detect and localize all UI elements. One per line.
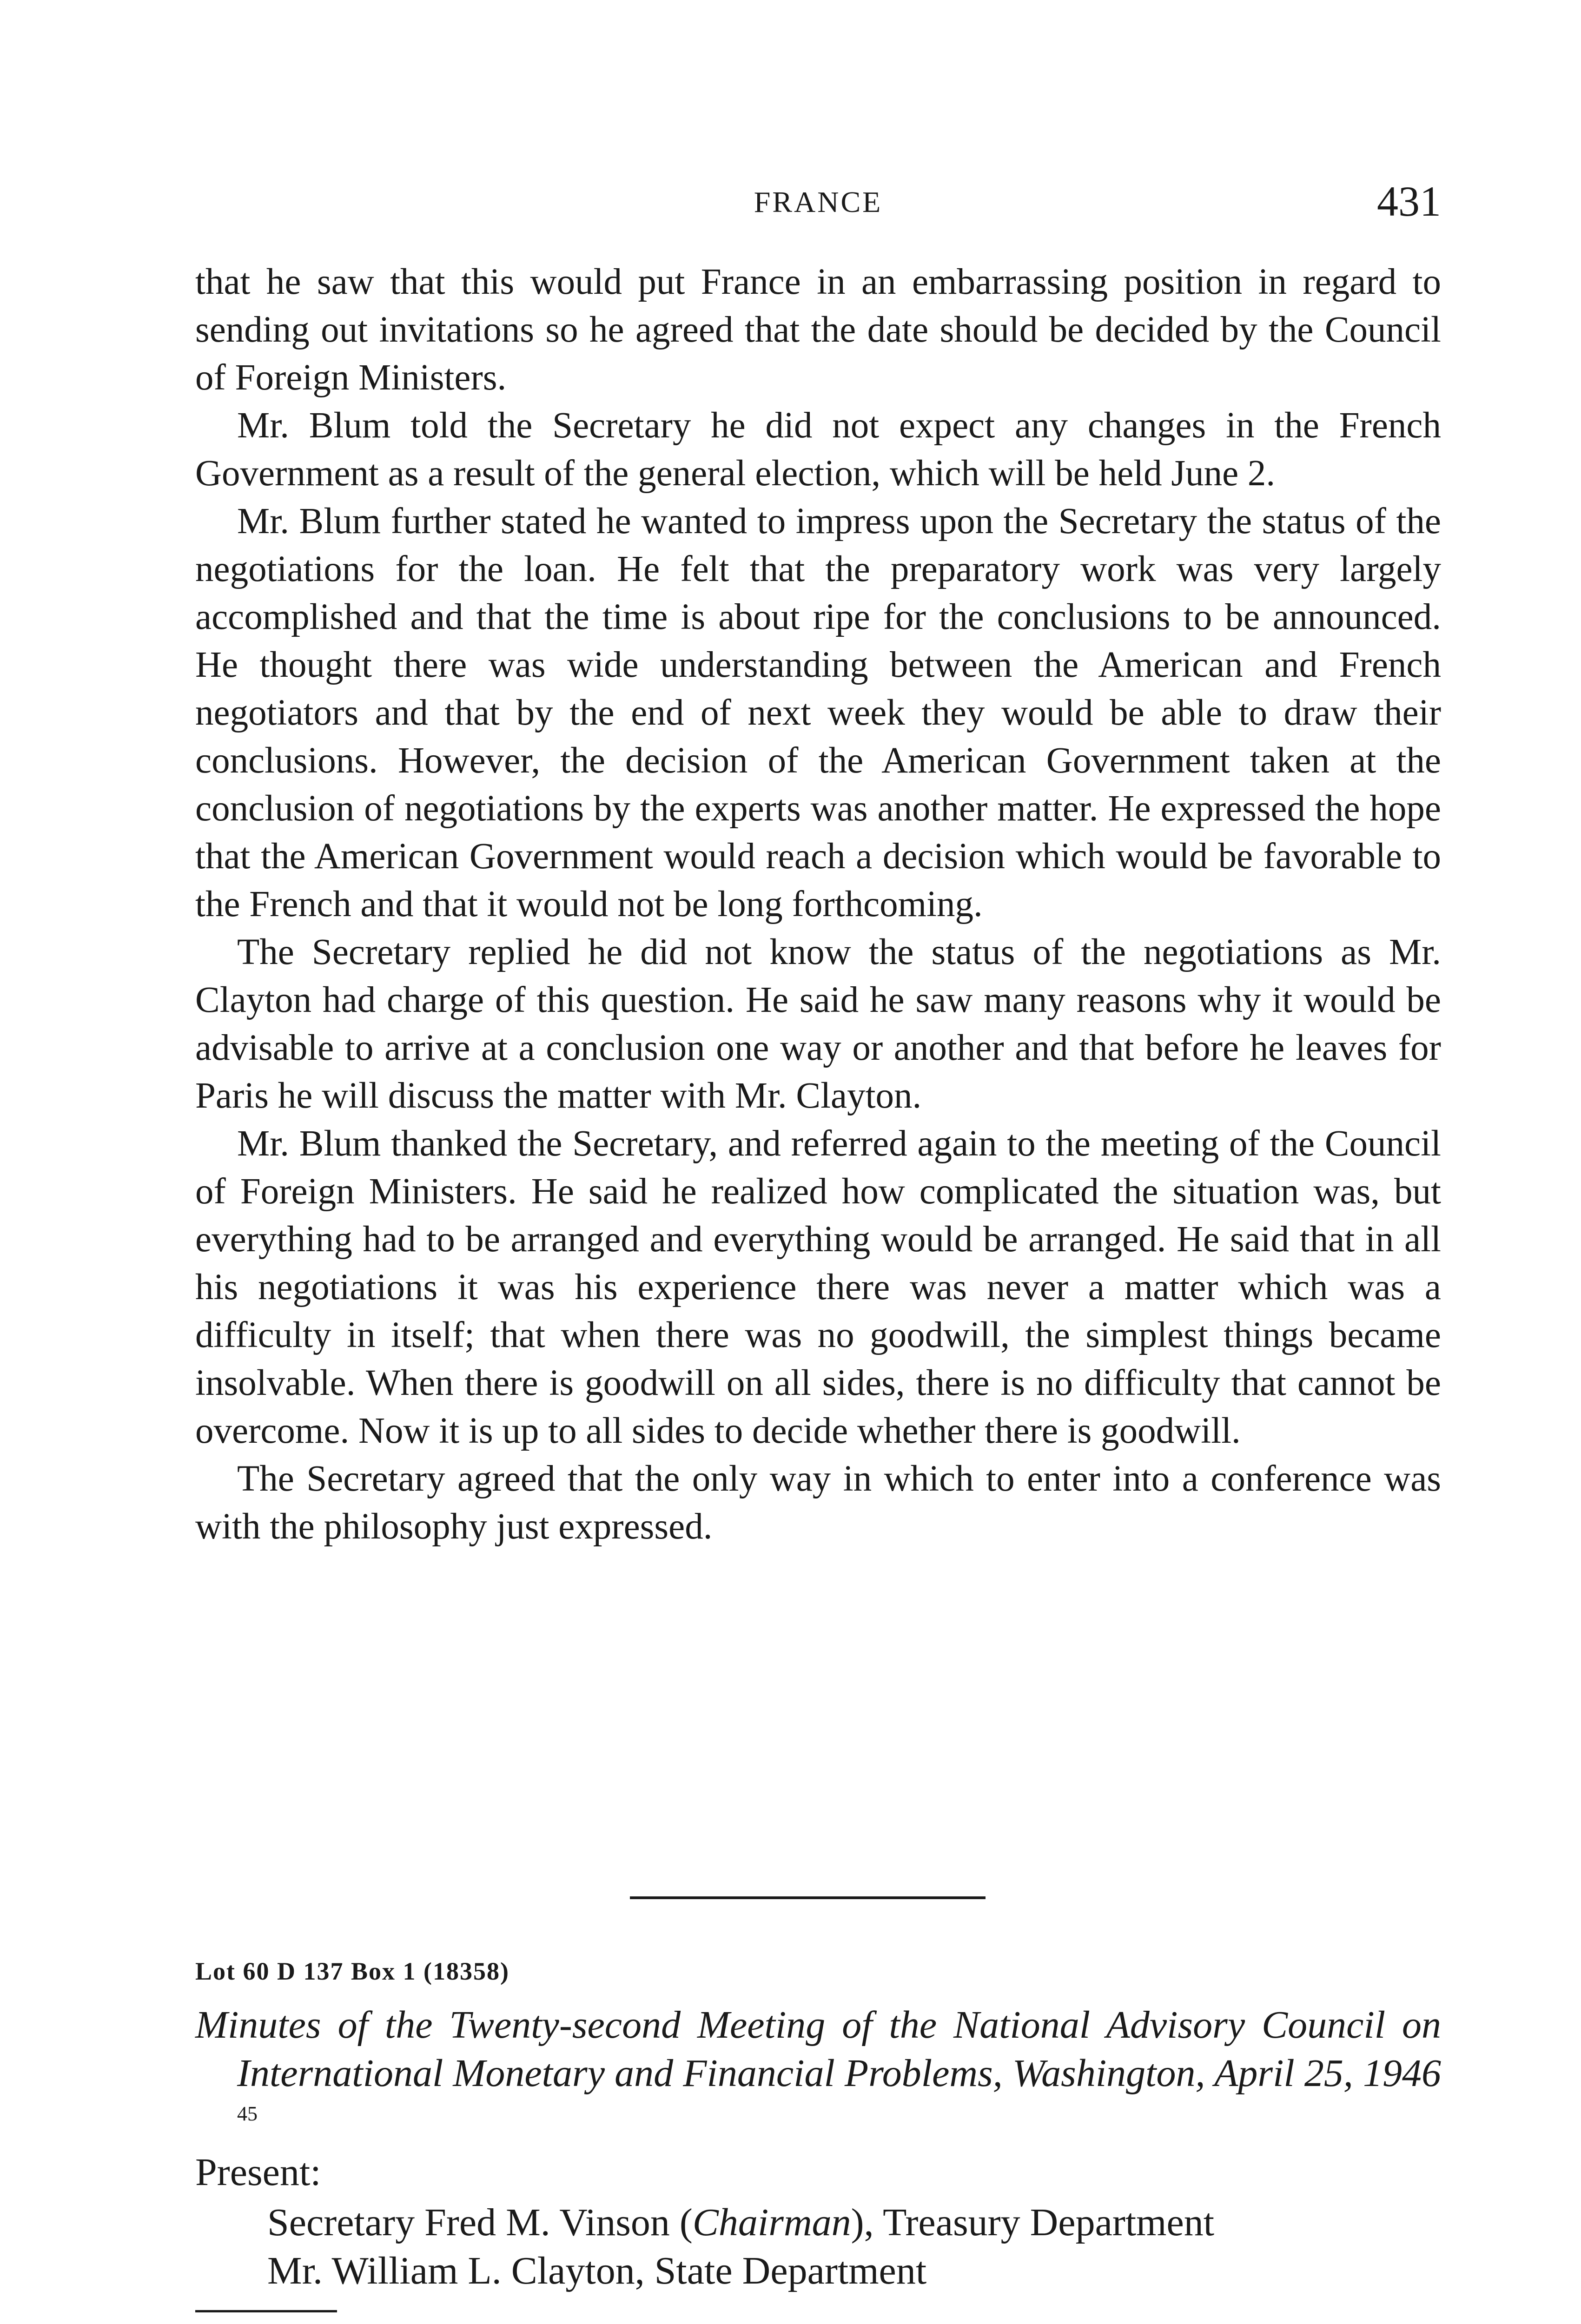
running-header <box>195 177 1441 228</box>
present-label: Present: <box>195 2151 321 2194</box>
attendee-list <box>267 2199 1441 2295</box>
section-divider <box>630 1896 986 1899</box>
footnote-ref-marker[interactable]: 45 <box>237 2102 258 2125</box>
page-number: 431 <box>1377 178 1441 225</box>
source-reference: Lot 60 D 137 Box 1 (18358) <box>195 1957 509 1985</box>
footnote-rule <box>195 2310 337 2312</box>
body-paragraph: Mr. Blum thanked the Secretary, and referred again to the meeting of the Council of Foreign Ministers. He said he realized how complicated the situation was, but everything had to be arranged and everything would be arranged. He said that in all his negotiations it was his experience there was never a matter which was a difficulty in itself; that when there was no goodwill, the simplest things became insolvable. When there is goodwill on all sides, there is no difficulty that cannot be overcome. Now it is up to all sides to decide whether there is goodwill. <box>195 1123 1441 1451</box>
body-paragraph: Mr. Blum further stated he wanted to impress upon the Secretary the status of the negotiations for the loan. He felt that the preparatory work was very largely accomplished and that the time is about ripe for the conclusions to be announced. He thought there was wide understanding between the American and French negotiators and that by the end of next week they would be able to draw their conclusions. However, the decision of the American Government taken at the conclusion of negotiations by the experts was another matter. He expressed the hope that the American Government would reach a decision which would be favorable to the French and that it would not be long forthcoming. <box>195 501 1441 924</box>
attendee-role: Chairman <box>692 2201 851 2244</box>
document-title-text: Minutes of the Twenty-second Meeting of the National Advisory Council on International Monetary and Financial Problems, Washington, April 25, 1946 <box>195 2003 1441 2095</box>
body-paragraph: The Secretary replied he did not know the status of the negotiations as Mr. Clayton had charge of this question. He said he saw many reasons why it would be advisable to arrive at a conclusion one way or another and that before he leaves for Paris he will discuss the matter with Mr. Clayton. <box>195 932 1441 1116</box>
attendee-item <box>267 2199 1441 2247</box>
body-paragraph: that he saw that this would put France in an embarrassing position in regard to sending out invitations so he agreed that the date should be decided by the Council of Foreign Ministers. <box>195 262 1441 398</box>
document-title <box>195 2001 1441 2146</box>
body-paragraph: The Secretary agreed that the only way in which to enter into a conference was with the philosophy just expressed. <box>195 1459 1441 1547</box>
body-text <box>195 258 1441 1551</box>
body-paragraph: Mr. Blum told the Secretary he did not expect any changes in the French Government as a result of the general election, which will be held June 2. <box>195 405 1441 494</box>
attendee-text: Secretary Fred M. Vinson ( <box>267 2201 693 2244</box>
attendee-item: Mr. William L. Clayton, State Department <box>267 2249 927 2292</box>
attendee-text: ), Treasury Department <box>851 2201 1215 2244</box>
running-title: FRANCE <box>754 185 883 218</box>
